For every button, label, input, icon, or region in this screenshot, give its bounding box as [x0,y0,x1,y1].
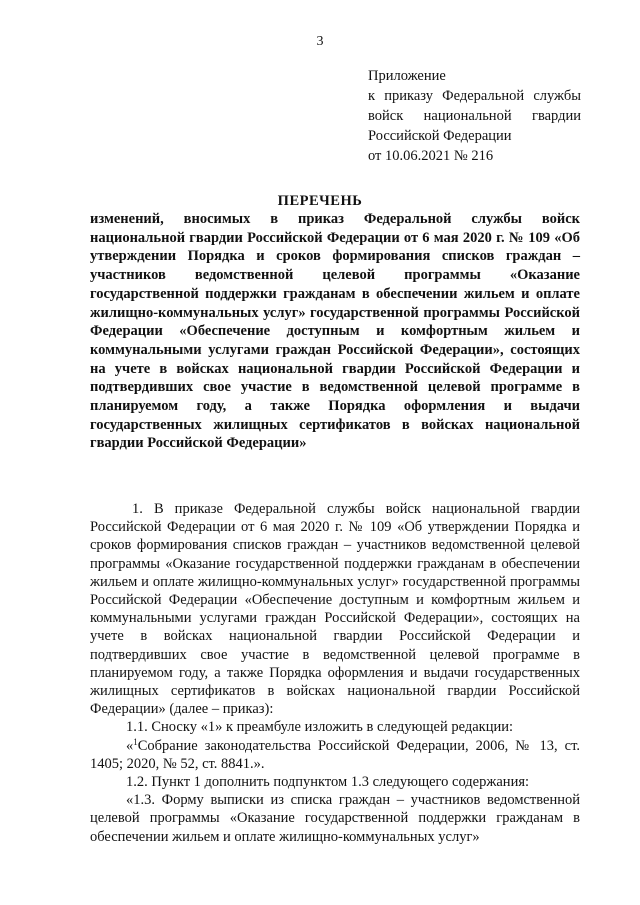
document-title: ПЕРЕЧЕНЬ [277,193,363,209]
document-subtitle: изменений, вносимых в приказ Федеральной службы войск национальной гвардии Российской Федерации от 6 мая 2020 г. № 109 «Об утверждении Порядка и сроков формирования списков граждан – участников ведомственной целевой программы «Оказание государственной поддержки гражданам в обеспечении жильем и оплате жилищно-коммунальных услуг» государственной программы Российской Федерации «Обеспечение доступным и комфортным жильем и коммунальными услугами граждан Российской Федерации», состоящих на учете в войсках национальной гвардии Российской Федерации и подтвердивших свое участие в ведомственной целевой программе в планируемом году, а также Порядка оформления и выдачи государственных жилищных сертификатов в войсках национальной гвардии Российской Федерации» [90,211,580,452]
paragraph-1-3: «1.3. Форму выписки из списка граждан – участников ведомственной целевой программы «Оказание государственной поддержки гражданам в обеспечении жильем и оплате жилищно-коммунальных услуг» [90,792,580,845]
appendix-block [368,66,581,166]
footnote-marker: 1 [133,736,138,747]
appendix-line-5: от 10.06.2021 № 216 [368,148,494,164]
appendix-line-3: войск национальной гвардии [368,108,581,124]
appendix-line-1: Приложение [368,68,446,84]
paragraph-1: 1. В приказе Федеральной службы войск национальной гвардии Российской Федерации от 6 мая 2020 г. № 109 «Об утверждении Порядка и сроков формирования списков граждан – участников ведомственной целевой программы «Оказание государственной поддержки гражданам в обеспечении жильем и оплате жилищно-коммунальных услуг» государственной программы Российской Федерации «Обеспечение доступным и комфортным жильем и коммунальными услугами граждан Российской Федерации», состоящих на учете в войсках национальной гвардии Российской Федерации и подтвердивших свое участие в ведомственной целевой программе в планируемом году, а также Порядка оформления и выдачи государственных жилищных сертификатов в войсках национальной гвардии Российской Федерации» (далее – приказ): [90,501,580,718]
appendix-line-2: к приказу Федеральной службы [368,88,581,104]
paragraph-1-1: 1.1. Сноску «1» к преамбуле изложить в следующей редакции: [126,719,514,736]
footnote-open-quote: « [126,737,134,754]
paragraph-footnote [90,737,580,773]
footnote-text: Собрание законодательства Российской Федерации, 2006, № 13, ст. 1405; 2020, № 52, ст. 8841.». [90,737,580,772]
page-number: 3 [316,34,324,49]
paragraph-1-2: 1.2. Пункт 1 дополнить подпунктом 1.3 следующего содержания: [126,774,530,791]
document-body [90,500,580,846]
appendix-line-4: Российской Федерации [368,128,512,144]
